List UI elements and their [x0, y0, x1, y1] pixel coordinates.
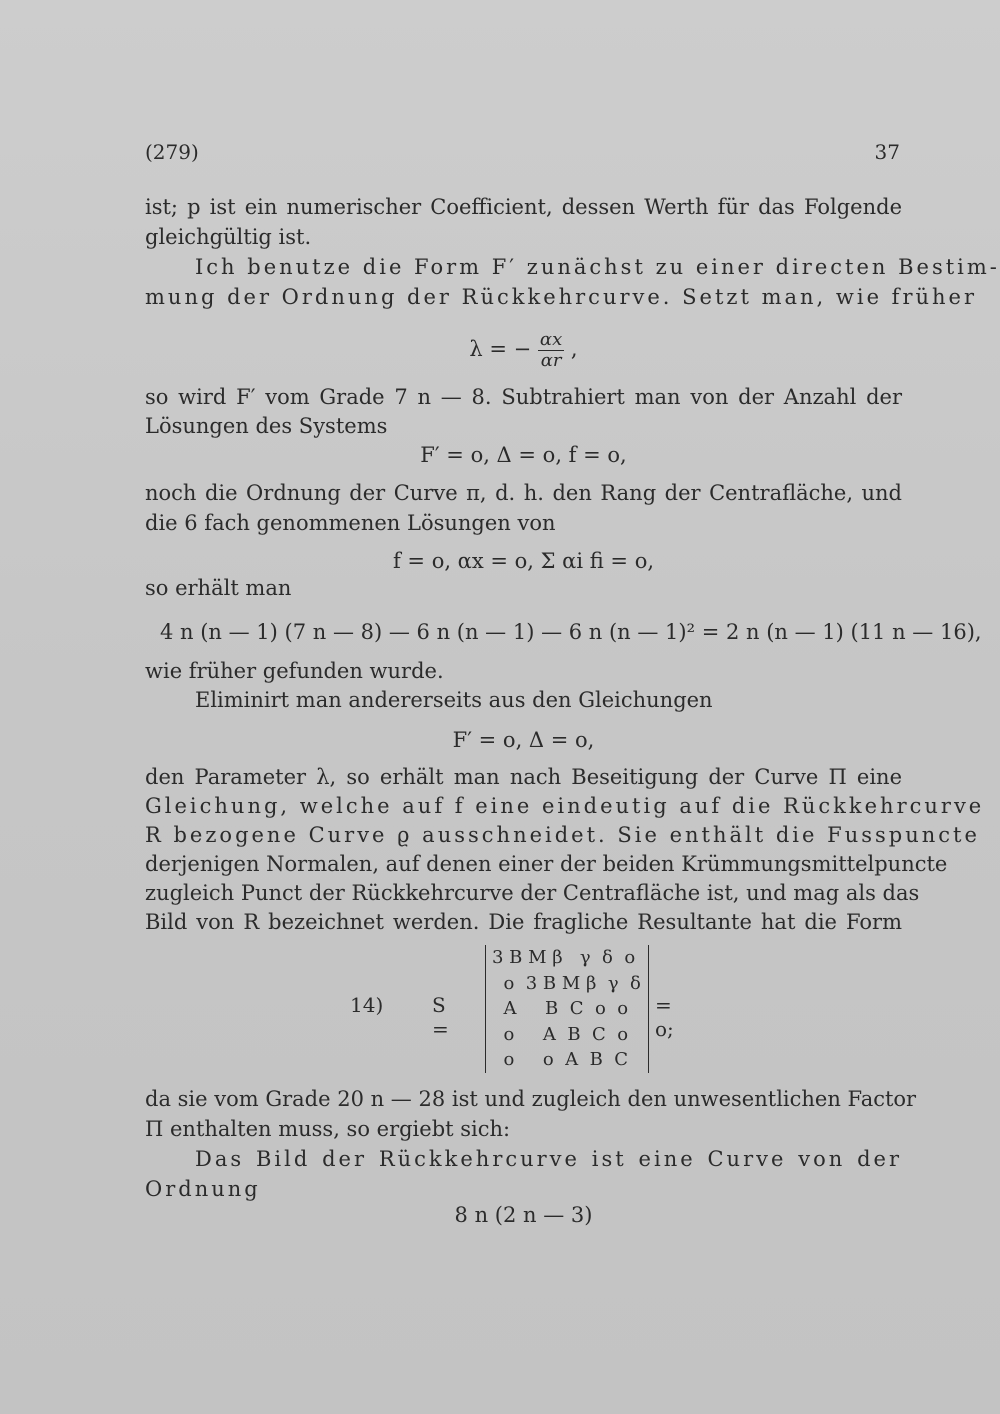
text-line: Ordnung — [145, 1177, 261, 1201]
text-line: gleichgültig ist. — [145, 225, 312, 249]
text-line: Bild von R bezeichnet werden. Die fragliche Resultante hat die Form — [145, 910, 902, 934]
equation-lambda-lhs: λ = − — [469, 337, 532, 361]
equation-F: F′ = o, Δ = o, — [452, 728, 595, 752]
determinant-row: o 3 B M β γ δ — [492, 972, 641, 994]
fraction — [538, 330, 564, 371]
determinant-row: o o A B C — [492, 1049, 629, 1070]
page-reference: (279) — [145, 140, 199, 164]
text-line: so wird F′ vom Grade 7 n — 8. Subtrahiert man von der Anzahl der — [145, 385, 902, 409]
determinant-row: o A B C o — [492, 1023, 629, 1045]
text-line: so erhält man — [145, 576, 292, 600]
text-line: Eliminirt man andererseits aus den Gleichungen — [195, 688, 713, 712]
equation-rhs: = o; — [655, 993, 674, 1041]
text-line: zugleich Punct der Rückkehrcurve der Centrafläche ist, und mag als das — [145, 881, 920, 905]
text-line: mung der Ordnung der Rückkehrcurve. Setzt man, wie früher — [145, 285, 978, 309]
text-line: Lösungen des Systems — [145, 414, 388, 438]
fraction-numerator: αx — [539, 329, 563, 350]
text-line: ist; p ist ein numerischer Coefficient, dessen Werth für das Folgende — [145, 195, 902, 219]
determinant — [485, 945, 649, 1073]
text-line: R bezogene Curve ϱ ausschneidet. Sie enthält die Fusspuncte — [145, 823, 980, 847]
text-line: Π enthalten muss, so ergiebt sich: — [145, 1117, 511, 1141]
text-line: Gleichung, welche auf f eine eindeutig auf die Rückkehrcurve — [145, 794, 985, 818]
determinant-row: A B C o o — [492, 998, 629, 1019]
equation-f: f = o, αx = o, Σ αi fi = o, — [392, 549, 655, 573]
text-line: derjenigen Normalen, auf denen einer der beiden Krümmungsmittelpuncte — [145, 852, 948, 876]
determinant-row: 3 B M β γ δ o — [492, 947, 636, 968]
equation-system: F′ = o, Δ = o, f = o, — [420, 443, 627, 467]
equation-lhs: S = — [432, 993, 449, 1041]
equation-lambda — [145, 325, 902, 373]
text-line: den Parameter λ, so erhält man nach Beseitigung der Curve Π eine — [145, 765, 902, 789]
equation-lambda-tail: , — [570, 337, 578, 361]
text-line: noch die Ordnung der Curve π, d. h. den Rang der Centrafläche, und — [145, 481, 902, 505]
text-line: da sie vom Grade 20 n — 28 ist und zugleich den unwesentlichen Factor — [145, 1087, 917, 1111]
text-line: die 6 fach genommenen Lösungen von — [145, 511, 556, 535]
page-number: 37 — [874, 140, 900, 164]
fraction-denominator: αr — [540, 350, 562, 371]
equation-label: 14) — [350, 993, 384, 1017]
text-line: Ich benutze die Form F′ zunächst zu einer directen Bestim- — [195, 255, 1000, 279]
page-header — [145, 140, 900, 170]
equation-main: 4 n (n — 1) (7 n — 8) — 6 n (n — 1) — 6 n (n — 1)² = 2 n (n — 1) (11 n — 16), — [160, 620, 982, 644]
text-line: wie früher gefunden wurde. — [145, 659, 444, 683]
equation-final: 8 n (2 n — 3) — [454, 1203, 593, 1227]
text-line: Das Bild der Rückkehrcurve ist eine Curve von der — [195, 1147, 902, 1171]
